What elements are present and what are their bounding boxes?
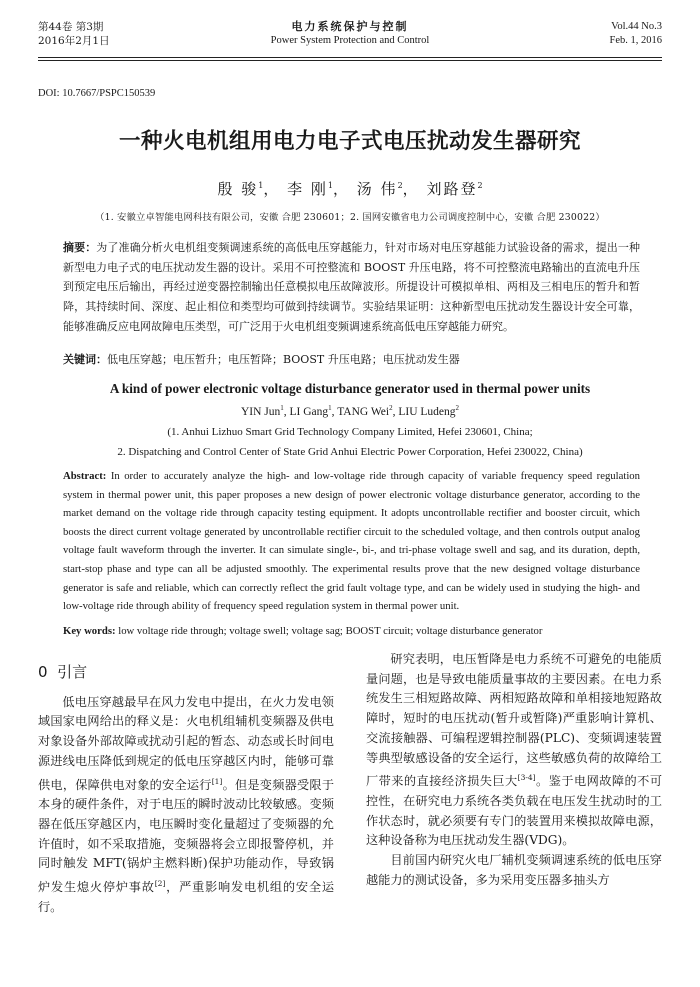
author-separator: , — [331, 405, 338, 418]
author-name-en: YIN Jun — [240, 405, 281, 418]
paper-title-en: A kind of power electronic voltage disturbance generator used in thermal power units — [109, 381, 591, 396]
journal-volume-issue: 第44卷 第3期 — [38, 21, 104, 33]
paragraph-text: 低电压穿越最早在风力发电中提出，在火力发电领域国家电网给出的释义是：火电机组辅机变频器及供电对象设备外部故障或扰动引起的暂态、动态或长时间电源进线电压降低到规定的低电压穿越区内时，能够可靠供电，保障供电对象的安全运行 — [38, 694, 334, 792]
keywords-en-label: Key words: — [63, 625, 116, 637]
page-header — [38, 20, 662, 54]
body-paragraph: 目前国内研究火电厂辅机变频调速系统的低电压穿越能力的测试设备，多为采用变压器多抽头方 — [366, 853, 662, 887]
author-separator: ， — [332, 180, 350, 198]
section-number: 0 — [38, 663, 48, 681]
header-rule-thick — [38, 57, 662, 58]
keywords-cn-text: 低电压穿越；电压暂升；电压暂降；BOOST 升压电路；电压扰动发生器 — [107, 353, 460, 366]
author-separator: , — [283, 405, 290, 418]
journal-vol-no-en: Vol.44 No.3 — [611, 21, 662, 32]
author-name: 汤 伟 — [356, 180, 398, 198]
author-name-en: LI Gang — [289, 405, 329, 418]
header-center — [38, 20, 662, 48]
section-title: 引言 — [57, 663, 88, 681]
keywords-en — [63, 623, 640, 639]
journal-title-en: Power System Protection and Control — [270, 35, 430, 46]
paragraph-text: 。但是变频器受限于本身的硬件条件，对于电压的瞬时波动比较敏感。变频器在低压穿越区内，电压瞬时变化量超过了变频器的允许值时，如不采取措施，变频器将会立即报警停机，并同时触发 MFT(锅炉主燃料断)保护功能动作，导致锅炉发生熄火停炉事故 — [38, 777, 335, 895]
paper-title-cn: 一种火电机组用电力电子式电压扰动发生器研究 — [118, 129, 581, 154]
author-name-en: LIU Ludeng — [398, 405, 456, 418]
citation: [3-4] — [517, 773, 536, 783]
author-affil-mark: 1 — [327, 181, 333, 190]
affiliation-cn: （1. 安徽立卓智能电网科技有限公司，安徽 合肥 230601；2. 国网安徽省电力公司调度控制中心，安徽 合肥 230022） — [95, 212, 605, 223]
doi: DOI: 10.7667/PSPC150539 — [38, 88, 156, 99]
paragraph-text: 。鉴于电网故障的不可控性，在研究电力系统各类负载在电压发生扰动时的工作状态时，就必须要有专门的装置用来模拟故障电源，这种设备称为电压扰动发生器(VDG)。 — [366, 774, 663, 848]
keywords-cn-label: 关键词： — [63, 353, 107, 366]
author-affil-mark: 2 — [397, 181, 403, 190]
body-column-left — [38, 650, 334, 918]
intro-paragraph — [38, 693, 334, 918]
author-separator: , — [392, 405, 399, 418]
author-name: 殷 骏 — [217, 180, 259, 198]
authors-en — [38, 404, 662, 418]
author-affil-mark: 1 — [328, 404, 332, 412]
journal-date-en: Feb. 1, 2016 — [609, 35, 662, 46]
authors-cn — [38, 178, 662, 199]
author-affil-mark: 1 — [258, 181, 264, 190]
author-separator: ， — [402, 180, 420, 198]
affiliation-en-1: (1. Anhui Lizhuo Smart Grid Technology Company Limited, Hefei 230601, China; — [167, 426, 533, 438]
author-name: 李 刚 — [287, 180, 328, 198]
abstract-cn-text: 为了准确分析火电机组变频调速系统的高低电压穿越能力，针对市场对电压穿越能力试验设备的需求，提出一种新型电力电子式的电压扰动发生器的设计。采用不可控整流和 BOOST 升压电路，将不可控整流电路输出的直流电升压到预定电压后输出，再经过逆变器控制输出任意模拟电压故障波形。所提设计可模拟单相、两相及三相电压的暂升和暂降，其持续时间、深度、起止相位和类型均可做到持续调节。实验结果证明：这种新型电压扰动发生器设计安全可靠，能够准确反应电网故障电压类型，可广泛用于火电机组变频调速系统高低电压穿越能力研究。 — [63, 241, 640, 333]
author-affil-mark: 2 — [389, 404, 393, 412]
abstract-en — [63, 467, 640, 616]
body-column-right — [366, 650, 662, 891]
header-rule-thin — [38, 60, 662, 61]
citation: [2] — [154, 879, 166, 889]
affiliation-en-2: 2. Dispatching and Control Center of State Grid Anhui Electric Power Corporation, Hefei 230022, China) — [117, 446, 583, 458]
abstract-en-text: In order to accurately analyze the high- and low-voltage ride through capacity of variable frequency speed regulation system in thermal power unit, this paper proposes a new design of power electronic voltage disturbance generator, according to the market demand on the voltage ride through capacity testing equipment. It adopts uncontrollable rectifier and booster circuit, which boosts the direct current voltage generated by uncontrollable rectifier circuit to the scheduled voltage, and then controls output analog voltage fault waveform through the inverter. It can simulate single-, bi-, and tri-phase voltage swell and sag, and its duration, depth, start-stop phase and type can all be adjusted smoothly. The experimental results prove that the new designed voltage disturbance generator is safe and reliable, which can correctly reflect the grid fault voltage type, and can be widely used in studying the high- and low-voltage ride through ability of frequency speed regulation system in thermal power unit. — [63, 470, 640, 613]
keywords-cn — [63, 352, 640, 368]
author-name: 刘路登 — [426, 180, 478, 198]
author-name-en: TANG Wei — [337, 405, 390, 418]
abstract-cn — [63, 238, 640, 337]
paragraph-text: 研究表明，电压暂降是电力系统不可避免的电能质量问题，也是导致电能质量事故的主要因素。在电力系统发生三相短路故障、两相短路故障和单相接地短路故障时，短时的电压扰动(暂升或暂降)严重影响计算机、交流接触器、可编程逻辑控制器(PLC)、变频调速装置等典型敏感设备的安全运行，这些敏感负荷的故障给工厂带来的直接经济损失巨大 — [366, 652, 662, 789]
keywords-en-text: low voltage ride through; voltage swell; voltage sag; BOOST circuit; voltage disturbance generator — [118, 625, 543, 637]
citation: [1] — [211, 776, 223, 786]
author-affil-mark: 1 — [280, 404, 284, 412]
abstract-cn-label: 摘要： — [63, 241, 97, 254]
author-separator: ， — [263, 180, 281, 198]
journal-title-cn: 电力系统保护与控制 — [291, 20, 409, 33]
header-right — [610, 20, 663, 48]
section-heading — [38, 663, 334, 683]
author-affil-mark: 2 — [455, 404, 460, 412]
author-affil-mark: 2 — [477, 181, 483, 190]
abstract-en-label: Abstract: — [63, 470, 107, 482]
paragraph-text: ，严重影响发电机组的安全运行。 — [38, 880, 335, 914]
body-paragraph — [366, 650, 662, 851]
journal-date-cn: 2016年2月1日 — [38, 35, 110, 47]
